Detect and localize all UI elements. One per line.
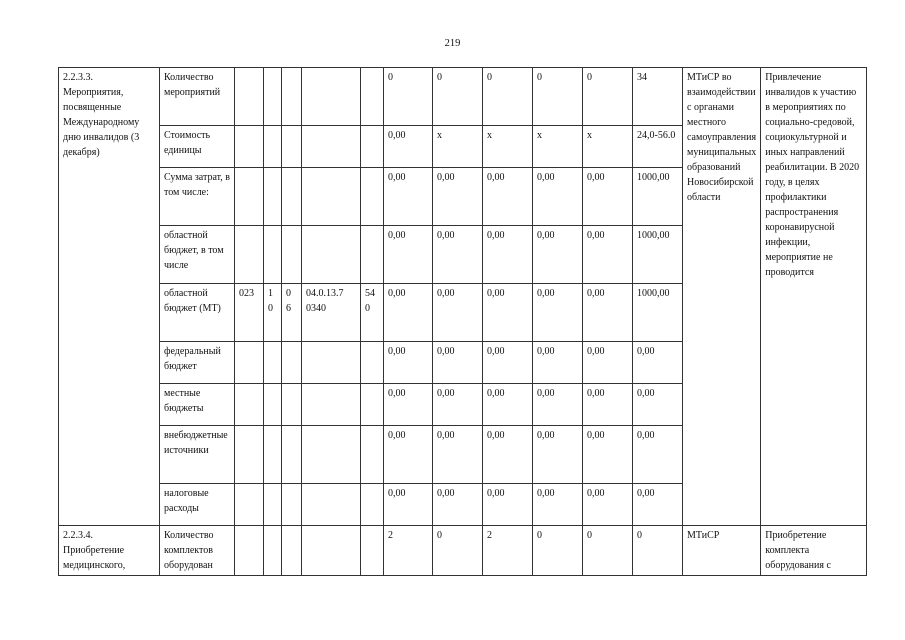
indicator-cell: Сумма затрат, в том числе: — [160, 168, 235, 226]
rz-cell — [264, 484, 282, 526]
pr-cell — [282, 484, 302, 526]
value-cell: 0,00 — [384, 226, 433, 284]
executor-cell-empty — [683, 284, 761, 526]
value-cell: 0,00 — [384, 168, 433, 226]
pr-cell — [282, 126, 302, 168]
value-cell: 0,00 — [433, 484, 483, 526]
vr-cell — [361, 384, 384, 426]
grbs-cell: 023 — [235, 284, 264, 342]
pr-cell: 0 6 — [282, 284, 302, 342]
vr-cell — [361, 126, 384, 168]
value-cell: х — [533, 126, 583, 168]
value-cell: 0,00 — [533, 484, 583, 526]
value-cell: 0,00 — [483, 284, 533, 342]
indicator-cell: местные бюджеты — [160, 384, 235, 426]
csr-cell — [302, 384, 361, 426]
value-cell: 0 — [633, 526, 683, 576]
value-cell: 0,00 — [384, 484, 433, 526]
value-cell: 0 — [533, 526, 583, 576]
value-cell: 0,00 — [384, 426, 433, 484]
value-cell: 0,00 — [533, 226, 583, 284]
value-cell: х — [483, 126, 533, 168]
rz-cell — [264, 68, 282, 126]
value-cell: 1000,00 — [633, 226, 683, 284]
value-cell: 0,00 — [433, 284, 483, 342]
value-cell: 0,00 — [433, 168, 483, 226]
value-cell: 0,00 — [583, 284, 633, 342]
value-cell: 0,00 — [483, 384, 533, 426]
value-cell: 0,00 — [633, 484, 683, 526]
page-number: 219 — [444, 38, 461, 49]
value-cell: 0 — [533, 68, 583, 126]
note-cell: Привлечение инвалидов к участию в мероприятиях по социально-средовой, социокультурной и иных направлений реабилитации. В 2020 году, в целях профилактики распространения коронавирусной инфекции, мероприятие не проводится — [761, 68, 867, 526]
value-cell: 0,00 — [483, 168, 533, 226]
rz-cell — [264, 342, 282, 384]
value-cell: 1000,00 — [633, 168, 683, 226]
value-cell: 0,00 — [433, 426, 483, 484]
value-cell: 0,00 — [533, 168, 583, 226]
value-cell: 0,00 — [483, 426, 533, 484]
value-cell: 0,00 — [384, 284, 433, 342]
program-table — [58, 67, 867, 576]
vr-cell — [361, 226, 384, 284]
value-cell: 0,00 — [633, 342, 683, 384]
value-cell: 0,00 — [633, 384, 683, 426]
value-cell: 1000,00 — [633, 284, 683, 342]
value-cell: 0,00 — [583, 426, 633, 484]
table-row — [59, 526, 867, 576]
grbs-cell — [235, 342, 264, 384]
csr-cell — [302, 68, 361, 126]
csr-cell — [302, 342, 361, 384]
vr-cell — [361, 526, 384, 576]
value-cell: 0,00 — [583, 342, 633, 384]
value-cell: 0,00 — [533, 384, 583, 426]
csr-cell — [302, 526, 361, 576]
activity-title: 2.2.3.4. Приобретение медицинского, — [59, 526, 160, 576]
vr-cell — [361, 68, 384, 126]
value-cell: 0 — [433, 526, 483, 576]
grbs-cell — [235, 384, 264, 426]
pr-cell — [282, 342, 302, 384]
rz-cell — [264, 168, 282, 226]
grbs-cell — [235, 68, 264, 126]
value-cell: 0 — [583, 68, 633, 126]
value-cell: 0,00 — [384, 384, 433, 426]
value-cell: 0,00 — [633, 426, 683, 484]
value-cell: 0,00 — [583, 168, 633, 226]
indicator-cell: налоговые расходы — [160, 484, 235, 526]
grbs-cell — [235, 126, 264, 168]
value-cell: 0,00 — [483, 484, 533, 526]
value-cell: 24,0-56.0 — [633, 126, 683, 168]
grbs-cell — [235, 526, 264, 576]
executor-cell: МТиСР — [683, 526, 761, 576]
rz-cell — [264, 526, 282, 576]
csr-cell: 04.0.13.7 0340 — [302, 284, 361, 342]
rz-cell — [264, 384, 282, 426]
vr-cell — [361, 342, 384, 384]
value-cell: 0 — [583, 526, 633, 576]
value-cell: 0,00 — [533, 426, 583, 484]
pr-cell — [282, 426, 302, 484]
value-cell: 0,00 — [384, 126, 433, 168]
pr-cell — [282, 526, 302, 576]
csr-cell — [302, 168, 361, 226]
table-row — [59, 284, 867, 342]
indicator-cell: областной бюджет, в том числе — [160, 226, 235, 284]
value-cell: 0,00 — [384, 342, 433, 384]
value-cell: 0,00 — [483, 226, 533, 284]
value-cell: 0 — [384, 68, 433, 126]
csr-cell — [302, 426, 361, 484]
pr-cell — [282, 384, 302, 426]
value-cell: 0,00 — [583, 226, 633, 284]
pr-cell — [282, 168, 302, 226]
pr-cell — [282, 226, 302, 284]
indicator-cell: федеральный бюджет — [160, 342, 235, 384]
indicator-cell: Количество мероприятий — [160, 68, 235, 126]
rz-cell: 1 0 — [264, 284, 282, 342]
vr-cell: 54 0 — [361, 284, 384, 342]
rz-cell — [264, 226, 282, 284]
csr-cell — [302, 484, 361, 526]
value-cell: 0,00 — [533, 342, 583, 384]
table-row — [59, 68, 867, 126]
csr-cell — [302, 126, 361, 168]
value-cell: 0,00 — [583, 484, 633, 526]
grbs-cell — [235, 484, 264, 526]
grbs-cell — [235, 426, 264, 484]
value-cell: 0,00 — [433, 342, 483, 384]
value-cell: 0,00 — [433, 384, 483, 426]
activity-title: 2.2.3.3. Мероприятия, посвященные Международному дню инвалидов (3 декабря) — [59, 68, 160, 526]
value-cell: х — [433, 126, 483, 168]
indicator-cell: внебюджетные источники — [160, 426, 235, 484]
value-cell: 0,00 — [533, 284, 583, 342]
indicator-cell: областной бюджет (МТ) — [160, 284, 235, 342]
value-cell: 0,00 — [583, 384, 633, 426]
value-cell: 0,00 — [483, 342, 533, 384]
value-cell: 34 — [633, 68, 683, 126]
value-cell: 0 — [433, 68, 483, 126]
indicator-cell: Количество комплектов оборудован — [160, 526, 235, 576]
value-cell: 0,00 — [433, 226, 483, 284]
rz-cell — [264, 426, 282, 484]
note-cell: Приобретение комплекта оборудования с — [761, 526, 867, 576]
rz-cell — [264, 126, 282, 168]
value-cell: 0 — [483, 68, 533, 126]
vr-cell — [361, 484, 384, 526]
vr-cell — [361, 426, 384, 484]
group-2-2-3-3 — [59, 68, 867, 526]
group-2-2-3-4 — [59, 526, 867, 576]
executor-cell: МТиСР во взаимодействии с органами местного самоуправления муниципальных образований Новосибирской области — [683, 68, 761, 284]
vr-cell — [361, 168, 384, 226]
indicator-cell: Стоимость единицы — [160, 126, 235, 168]
grbs-cell — [235, 168, 264, 226]
csr-cell — [302, 226, 361, 284]
value-cell: 2 — [483, 526, 533, 576]
pr-cell — [282, 68, 302, 126]
value-cell: х — [583, 126, 633, 168]
grbs-cell — [235, 226, 264, 284]
value-cell: 2 — [384, 526, 433, 576]
